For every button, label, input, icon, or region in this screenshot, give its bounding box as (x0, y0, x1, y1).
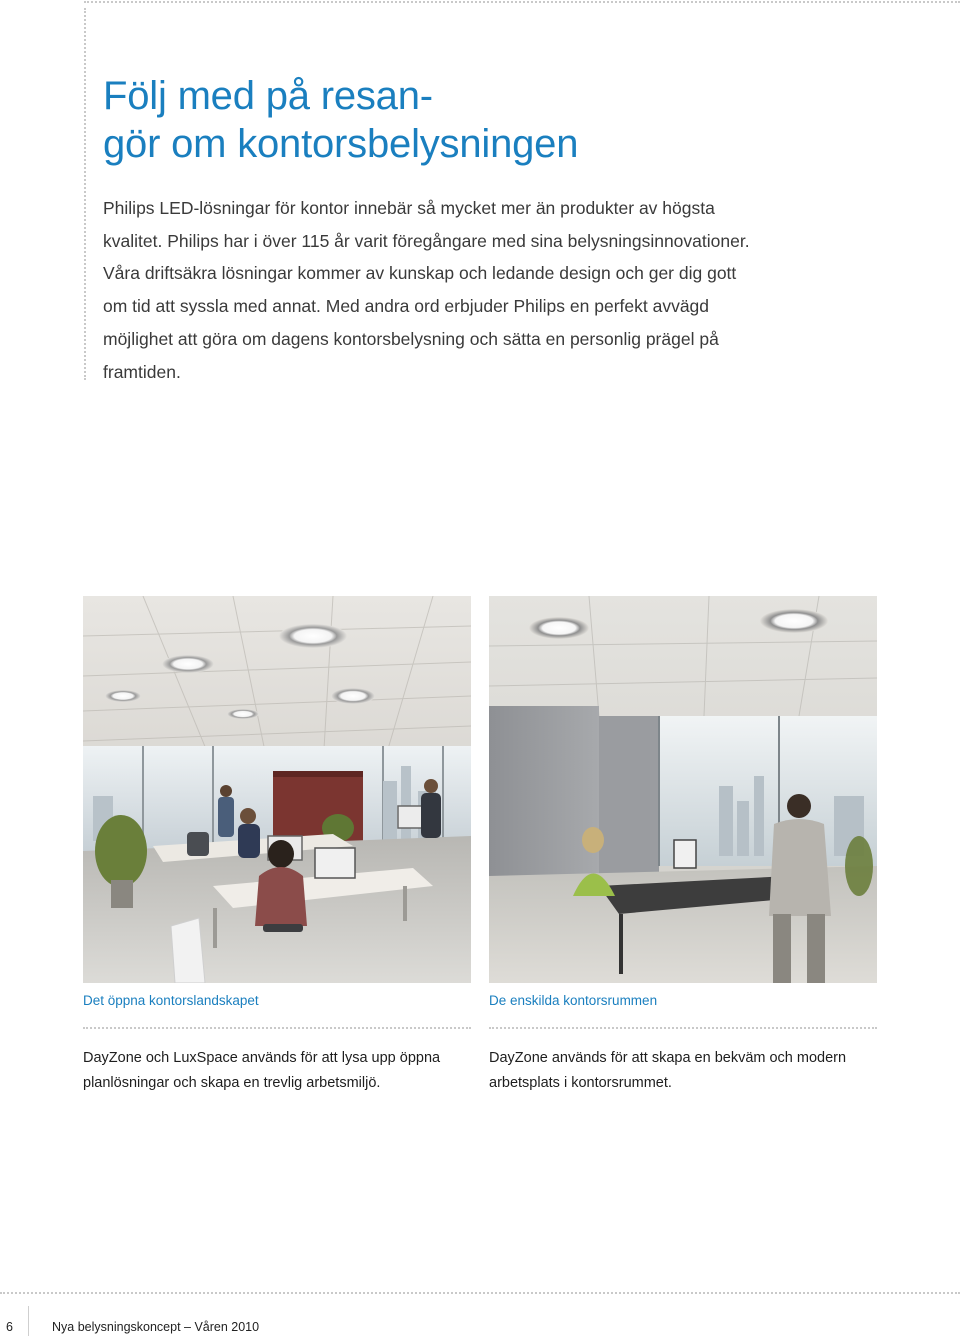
intro-paragraph: Philips LED-lösningar för kontor innebär så mycket mer än produkter av högsta kvalitet. Philips har i över 115 år varit föregångare med sina belysningsinnovationer. Våra driftsäkra lösningar kommer av kunskap och ledande design och ger dig gott om tid att syssla med annat. Med andra ord erbjuder Philips en perfekt avvägd möjlighet att göra om dagens kontorsbelysning och sätta en personlig prägel på framtiden. (103, 198, 750, 382)
left-dotted-rule (84, 8, 86, 380)
footer-divider (28, 1306, 29, 1336)
page-number: 6 (6, 1320, 13, 1334)
caption-open-office: Det öppna kontorslandskapet (83, 993, 259, 1008)
page-title (103, 72, 863, 168)
caption-private-offices: De enskilda kontorsrummen (489, 993, 658, 1008)
private-office-photo (489, 596, 877, 983)
top-dotted-rule (84, 1, 960, 3)
description-open-office: DayZone och LuxSpace används för att lysa upp öppna planlösningar och skapa en trevlig arbetsmiljö. (83, 1050, 441, 1091)
caption-divider-left (83, 1027, 471, 1029)
open-office-photo (83, 596, 471, 983)
publication-title: Nya belysningskoncept – Våren 2010 (52, 1320, 260, 1334)
description-private-offices: DayZone används för att skapa en bekväm och modern arbetsplats i kontorsrummet. (489, 1050, 847, 1091)
title-line-2: gör om kontorsbelysningen (103, 122, 579, 166)
title-line-1: Följ med på resan- (103, 74, 433, 118)
footer-dotted-rule (0, 1292, 960, 1294)
caption-divider-right (489, 1027, 877, 1029)
